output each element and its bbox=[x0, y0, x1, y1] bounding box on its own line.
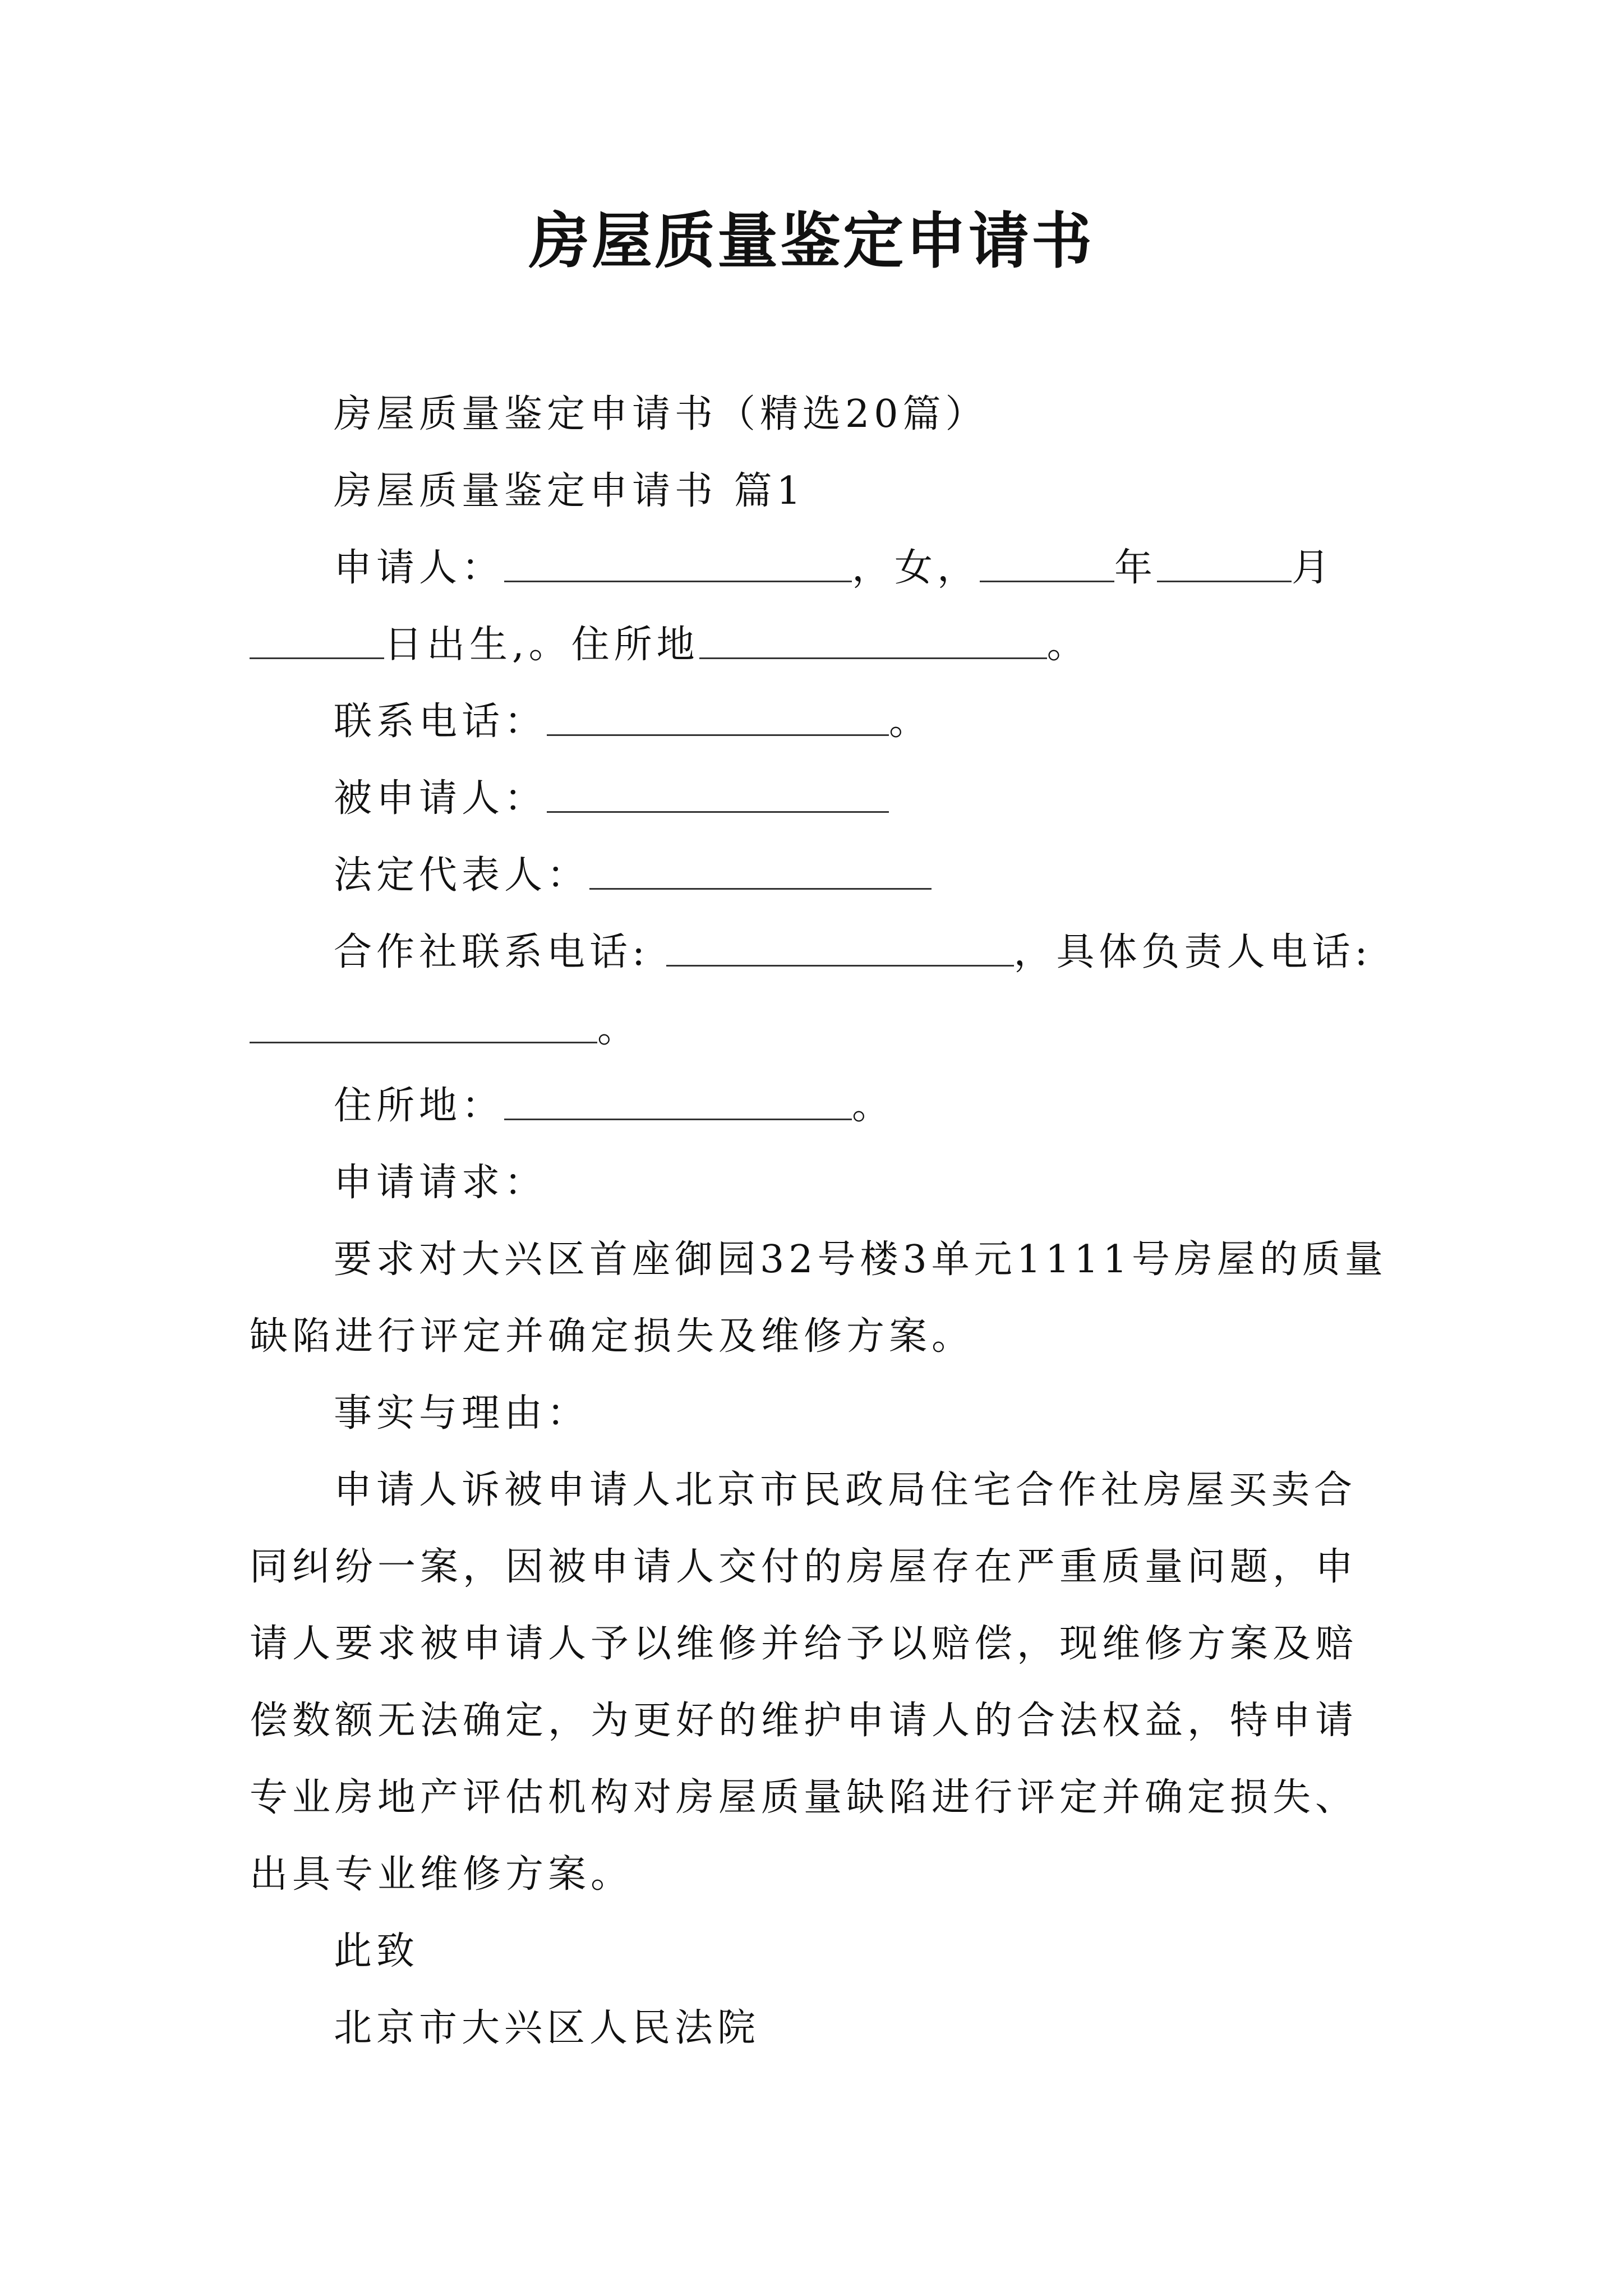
birth-month-blank bbox=[1157, 546, 1292, 582]
phone-end: 。 bbox=[889, 700, 932, 744]
address-end: 。 bbox=[852, 1084, 895, 1128]
subtitle: 房屋质量鉴定申请书（精选20篇） bbox=[334, 392, 988, 436]
coop-phone-blank bbox=[666, 931, 1014, 967]
legal-rep-blank bbox=[589, 854, 932, 890]
legal-rep-label: 法定代表人： bbox=[334, 853, 590, 898]
phone-line bbox=[250, 683, 1388, 760]
closing: 此致 bbox=[334, 1929, 419, 1973]
facts-heading: 事实与理由： bbox=[334, 1391, 590, 1435]
document-body bbox=[250, 376, 1388, 2067]
respondent-line bbox=[250, 760, 1388, 837]
coop-phone-label: 合作社联系电话: bbox=[334, 930, 666, 974]
phone-blank bbox=[547, 700, 889, 736]
coop-phone-end: 。 bbox=[597, 1007, 640, 1051]
request-body: 要求对大兴区首座御园32号楼3单元1111号房屋的质量缺陷进行评定并确定损失及维修方案。 bbox=[250, 1237, 1387, 1359]
applicant-end: 。 bbox=[1046, 623, 1090, 667]
addressee: 北京市大兴区人民法院 bbox=[334, 2006, 760, 2050]
phone-label: 联系电话： bbox=[334, 700, 547, 744]
month-label: 月 bbox=[1292, 546, 1335, 590]
section-heading: 房屋质量鉴定申请书 篇1 bbox=[334, 469, 805, 513]
request-heading: 申请请求： bbox=[334, 1161, 547, 1205]
address-blank bbox=[504, 1084, 852, 1120]
coop-phone-line bbox=[250, 914, 1388, 1068]
document-title: 房屋质量鉴定申请书 bbox=[528, 206, 1094, 277]
birth-year-blank bbox=[980, 546, 1114, 582]
applicant-gender: ，女， bbox=[852, 546, 980, 590]
birth-day-blank bbox=[250, 623, 384, 659]
year-label: 年 bbox=[1114, 546, 1158, 590]
applicant-label: 申请人： bbox=[334, 546, 505, 590]
legal-rep-line bbox=[250, 837, 1388, 914]
applicant-line bbox=[250, 530, 1388, 683]
address-label: 住所地： bbox=[334, 1084, 505, 1128]
respondent-blank bbox=[547, 777, 889, 813]
applicant-name-blank bbox=[504, 546, 852, 582]
applicant-address-blank bbox=[699, 623, 1047, 659]
day-born-label: 日出生,。住所地 bbox=[384, 623, 699, 667]
address-line bbox=[250, 1068, 1388, 1144]
manager-phone-blank bbox=[250, 1007, 597, 1043]
respondent-label: 被申请人： bbox=[334, 776, 547, 821]
coop-phone-mid: ，具体负责人电话: bbox=[1013, 930, 1372, 974]
facts-body: 申请人诉被申请人北京市民政局住宅合作社房屋买卖合同纠纷一案，因被申请人交付的房屋存在严重质量问题，申请人要求被申请人予以维修并给予以赔偿，现维修方案及赔偿数额无法确定，为更好的维护申请人的合法权益，特申请专业房地产评估机构对房屋质量缺陷进行评定并确定损失、出具专业维修方案。 bbox=[250, 1468, 1358, 1897]
